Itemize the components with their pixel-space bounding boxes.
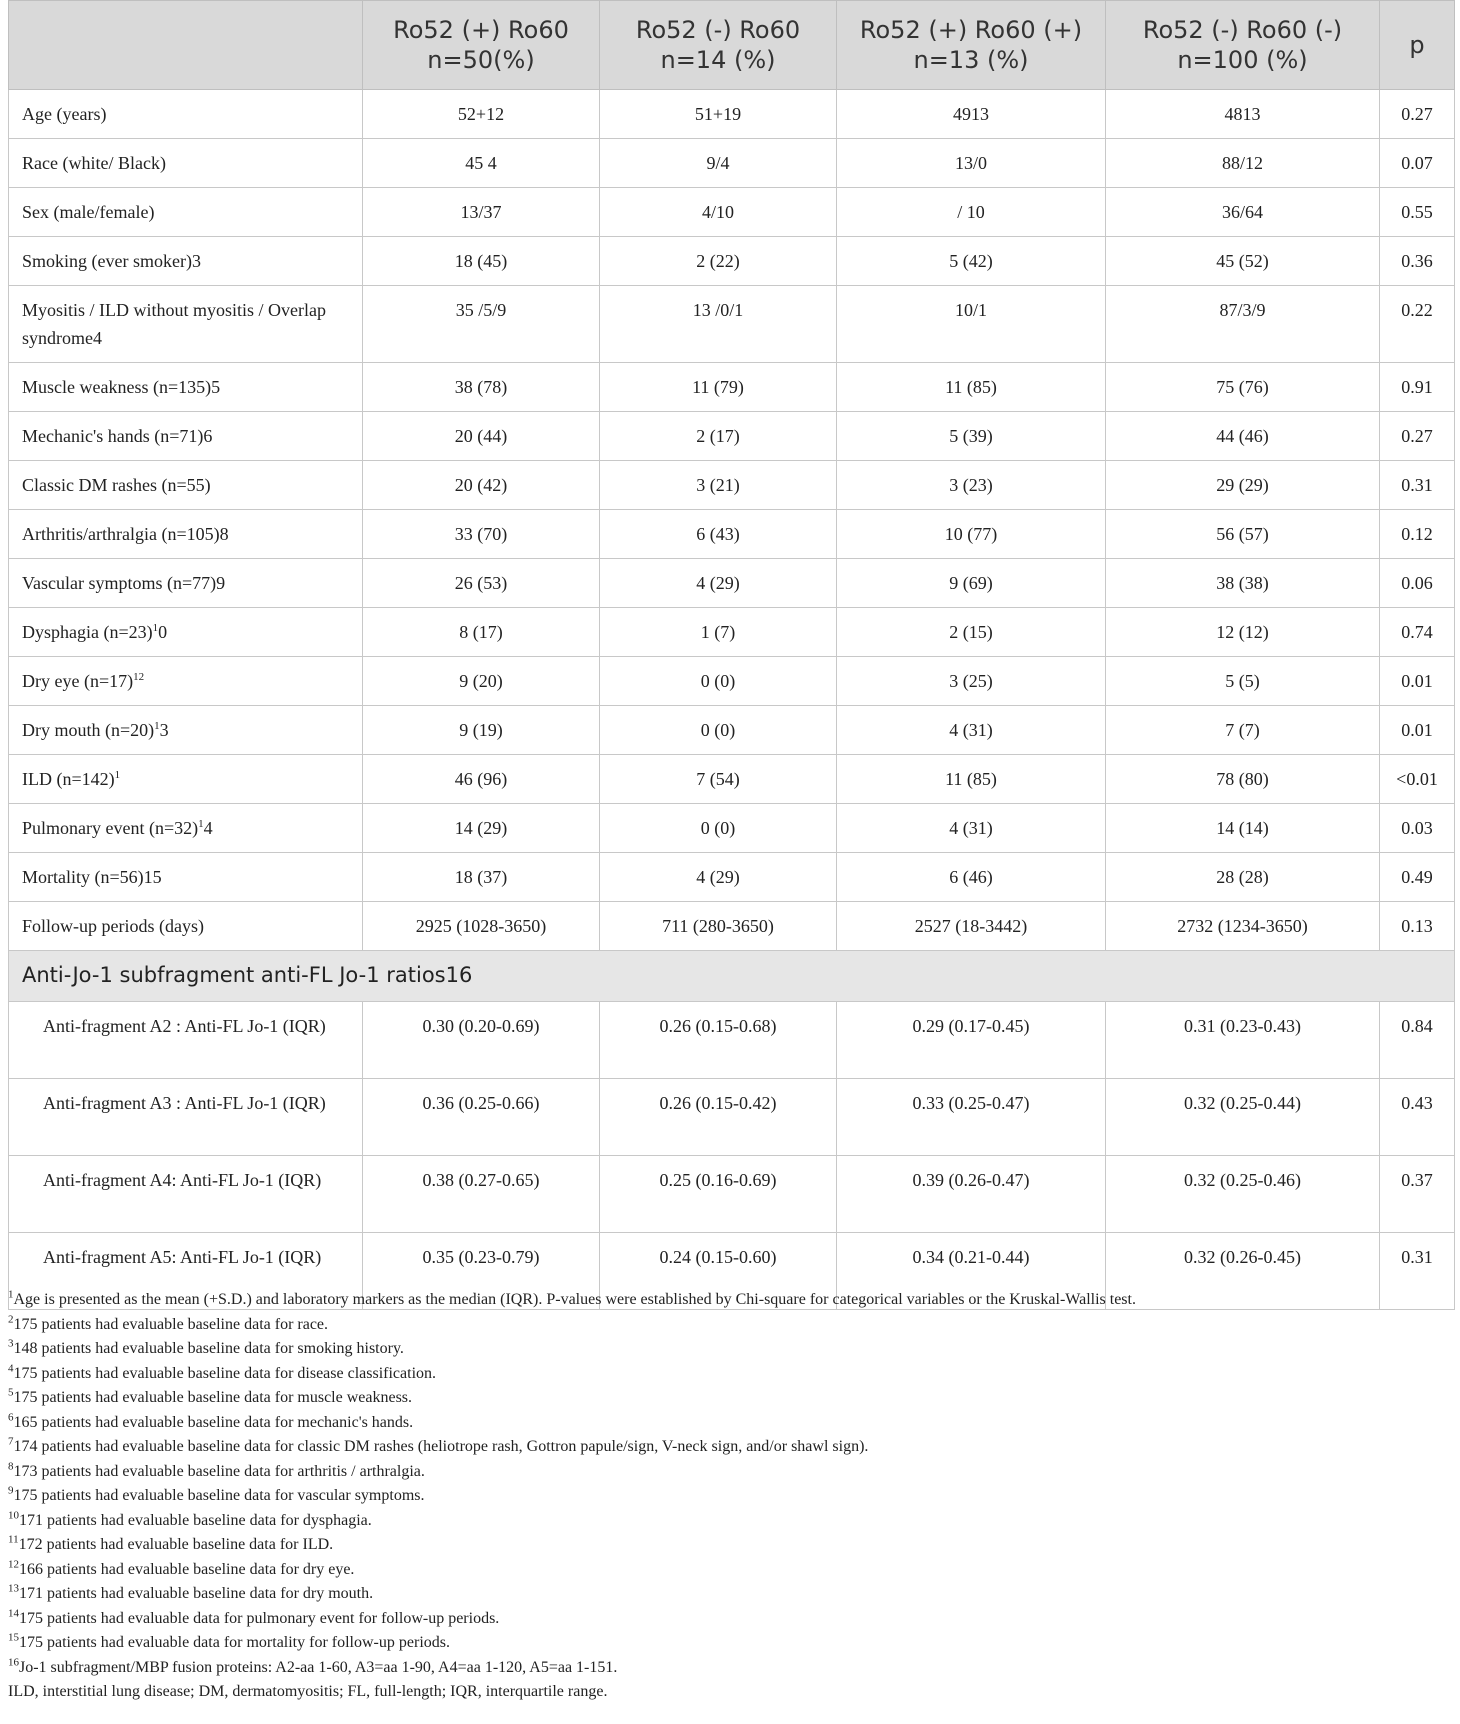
value-cell: 38 (78) bbox=[363, 363, 600, 412]
p-value-cell: 0.27 bbox=[1380, 412, 1455, 461]
value-cell: 4 (29) bbox=[600, 853, 837, 902]
table-row bbox=[9, 1079, 1455, 1156]
value-cell: 0.24 (0.15-0.60) bbox=[600, 1233, 837, 1310]
header-group-2: Ro52 (-) Ro60 n=14 (%) bbox=[600, 1, 837, 90]
footnote: $^3$148 patients had evaluable baseline data for smoking history. bbox=[8, 1337, 404, 1357]
footnote: $^7$174 patients had evaluable baseline data for classic DM rashes (heliotrope rash, Gottron papule/sign, V-neck sign, and/or shawl sign). bbox=[8, 1435, 869, 1455]
value-cell: 88/12 bbox=[1106, 139, 1380, 188]
footnote: ILD, interstitial lung disease; DM, dermatomyositis; FL, full-length; IQR, interquartile range. bbox=[8, 1683, 608, 1700]
row-label: Anti-fragment A4: Anti-FL Jo-1 (IQR) bbox=[9, 1156, 363, 1233]
table-row bbox=[9, 412, 1455, 461]
value-cell: 9/4 bbox=[600, 139, 837, 188]
p-value-cell: 0.36 bbox=[1380, 237, 1455, 286]
row-label: Age (years) bbox=[9, 90, 363, 139]
value-cell: 711 (280-3650) bbox=[600, 902, 837, 951]
p-value-cell: <0.01 bbox=[1380, 755, 1455, 804]
table-row bbox=[9, 657, 1455, 706]
value-cell: 0.29 (0.17-0.45) bbox=[837, 1002, 1106, 1079]
value-cell: 5 (5) bbox=[1106, 657, 1380, 706]
value-cell: 9 (20) bbox=[363, 657, 600, 706]
row-label: Sex (male/female) bbox=[9, 188, 363, 237]
p-value-cell: 0.37 bbox=[1380, 1156, 1455, 1233]
value-cell: 46 (96) bbox=[363, 755, 600, 804]
value-cell: 5 (39) bbox=[837, 412, 1106, 461]
table-body bbox=[9, 90, 1455, 1310]
row-label: Dry mouth (n=20)$^1$3 bbox=[9, 706, 363, 755]
value-cell: 0.33 (0.25-0.47) bbox=[837, 1079, 1106, 1156]
value-cell: 0.25 (0.16-0.69) bbox=[600, 1156, 837, 1233]
row-label: Arthritis/arthralgia (n=105)8 bbox=[9, 510, 363, 559]
value-cell: 14 (29) bbox=[363, 804, 600, 853]
footnote: $^{15}$175 patients had evaluable data for mortality for follow-up periods. bbox=[8, 1631, 450, 1651]
value-cell: 0 (0) bbox=[600, 657, 837, 706]
value-cell: 10/1 bbox=[837, 286, 1106, 363]
value-cell: 3 (21) bbox=[600, 461, 837, 510]
footnote: $^{16}$Jo-1 subfragment/MBP fusion proteins: A2-aa 1-60, A3=aa 1-90, A4=aa 1-120, A5=aa 1-151. bbox=[8, 1656, 618, 1676]
row-label: Follow-up periods (days) bbox=[9, 902, 363, 951]
p-value-cell: 0.27 bbox=[1380, 90, 1455, 139]
p-value-cell: 0.06 bbox=[1380, 559, 1455, 608]
value-cell: 4913 bbox=[837, 90, 1106, 139]
p-value-cell: 0.84 bbox=[1380, 1002, 1455, 1079]
table-row bbox=[9, 804, 1455, 853]
table-row bbox=[9, 139, 1455, 188]
footnote: $^{13}$171 patients had evaluable baseline data for dry mouth. bbox=[8, 1582, 374, 1602]
value-cell: 6 (46) bbox=[837, 853, 1106, 902]
table-container bbox=[8, 0, 1454, 1310]
p-value-cell: 0.03 bbox=[1380, 804, 1455, 853]
row-label: Pulmonary event (n=32)$^1$4 bbox=[9, 804, 363, 853]
row-label: Vascular symptoms (n=77)9 bbox=[9, 559, 363, 608]
value-cell: 9 (19) bbox=[363, 706, 600, 755]
footnote: $^8$173 patients had evaluable baseline data for arthritis / arthralgia. bbox=[8, 1460, 425, 1480]
table-row bbox=[9, 90, 1455, 139]
value-cell: 35 /5/9 bbox=[363, 286, 600, 363]
value-cell: 13/37 bbox=[363, 188, 600, 237]
value-cell: 0.30 (0.20-0.69) bbox=[363, 1002, 600, 1079]
value-cell: 0 (0) bbox=[600, 804, 837, 853]
value-cell: 0.26 (0.15-0.68) bbox=[600, 1002, 837, 1079]
value-cell: 4813 bbox=[1106, 90, 1380, 139]
value-cell: 0.38 (0.27-0.65) bbox=[363, 1156, 600, 1233]
section-header-row bbox=[9, 951, 1455, 1002]
p-value-cell: 0.91 bbox=[1380, 363, 1455, 412]
value-cell: 2732 (1234-3650) bbox=[1106, 902, 1380, 951]
table-row bbox=[9, 1156, 1455, 1233]
table-row bbox=[9, 188, 1455, 237]
p-value-cell: 0.31 bbox=[1380, 1233, 1455, 1310]
row-label: Dysphagia (n=23)$^1$0 bbox=[9, 608, 363, 657]
value-cell: 11 (85) bbox=[837, 755, 1106, 804]
data-table bbox=[8, 0, 1455, 1310]
row-label: Mortality (n=56)15 bbox=[9, 853, 363, 902]
value-cell: 13 /0/1 bbox=[600, 286, 837, 363]
value-cell: 1 (7) bbox=[600, 608, 837, 657]
table-row bbox=[9, 608, 1455, 657]
p-value-cell: 0.01 bbox=[1380, 657, 1455, 706]
value-cell: 29 (29) bbox=[1106, 461, 1380, 510]
value-cell: 56 (57) bbox=[1106, 510, 1380, 559]
table-row bbox=[9, 559, 1455, 608]
row-label: Classic DM rashes (n=55) bbox=[9, 461, 363, 510]
value-cell: 4 (29) bbox=[600, 559, 837, 608]
value-cell: 44 (46) bbox=[1106, 412, 1380, 461]
value-cell: 28 (28) bbox=[1106, 853, 1380, 902]
value-cell: 33 (70) bbox=[363, 510, 600, 559]
value-cell: 7 (54) bbox=[600, 755, 837, 804]
footnote: $^1$Age is presented as the mean (+S.D.) and laboratory markers as the median (IQR). P-values were established by Chi-square for categorical variables or the Kruskal-Wallis test. bbox=[8, 1288, 1136, 1308]
table-row bbox=[9, 510, 1455, 559]
value-cell: 20 (42) bbox=[363, 461, 600, 510]
value-cell: 4/10 bbox=[600, 188, 837, 237]
value-cell: 7 (7) bbox=[1106, 706, 1380, 755]
value-cell: 4 (31) bbox=[837, 804, 1106, 853]
value-cell: 45 (52) bbox=[1106, 237, 1380, 286]
p-value-cell: 0.55 bbox=[1380, 188, 1455, 237]
value-cell: 0.34 (0.21-0.44) bbox=[837, 1233, 1106, 1310]
table-row bbox=[9, 755, 1455, 804]
row-label: Anti-fragment A2 : Anti-FL Jo-1 (IQR) bbox=[9, 1002, 363, 1079]
value-cell: 0.32 (0.25-0.46) bbox=[1106, 1156, 1380, 1233]
value-cell: 26 (53) bbox=[363, 559, 600, 608]
footnote: $^{10}$171 patients had evaluable baseline data for dysphagia. bbox=[8, 1509, 372, 1529]
table-row bbox=[9, 286, 1455, 363]
header-group-4: Ro52 (-) Ro60 (-) n=100 (%) bbox=[1106, 1, 1380, 90]
section-title: Anti-Jo-1 subfragment anti-FL Jo-1 ratios16 bbox=[9, 951, 1455, 1002]
footnote: $^2$175 patients had evaluable baseline data for race. bbox=[8, 1313, 329, 1333]
value-cell: 18 (45) bbox=[363, 237, 600, 286]
value-cell: 6 (43) bbox=[600, 510, 837, 559]
footnote: $^6$165 patients had evaluable baseline data for mechanic's hands. bbox=[8, 1411, 414, 1431]
value-cell: 51+19 bbox=[600, 90, 837, 139]
value-cell: 0.32 (0.25-0.44) bbox=[1106, 1079, 1380, 1156]
table-row bbox=[9, 706, 1455, 755]
p-value-cell: 0.31 bbox=[1380, 461, 1455, 510]
p-value-cell: 0.43 bbox=[1380, 1079, 1455, 1156]
row-label: Race (white/ Black) bbox=[9, 139, 363, 188]
header-row bbox=[9, 1, 1455, 90]
row-label: Anti-fragment A5: Anti-FL Jo-1 (IQR) bbox=[9, 1233, 363, 1310]
row-label: Muscle weakness (n=135)5 bbox=[9, 363, 363, 412]
value-cell: 2 (17) bbox=[600, 412, 837, 461]
value-cell: 45 4 bbox=[363, 139, 600, 188]
table-row bbox=[9, 237, 1455, 286]
table-row bbox=[9, 902, 1455, 951]
value-cell: 3 (25) bbox=[837, 657, 1106, 706]
footnote: $^{14}$175 patients had evaluable data for pulmonary event for follow-up periods. bbox=[8, 1607, 500, 1627]
p-value-cell: 0.22 bbox=[1380, 286, 1455, 363]
footnote: $^5$175 patients had evaluable baseline data for muscle weakness. bbox=[8, 1386, 413, 1406]
p-value-cell: 0.07 bbox=[1380, 139, 1455, 188]
value-cell: 2 (15) bbox=[837, 608, 1106, 657]
p-value-cell: 0.74 bbox=[1380, 608, 1455, 657]
row-label: ILD (n=142)$^1$ bbox=[9, 755, 363, 804]
value-cell: 20 (44) bbox=[363, 412, 600, 461]
value-cell: 13/0 bbox=[837, 139, 1106, 188]
table-row bbox=[9, 363, 1455, 412]
value-cell: 11 (79) bbox=[600, 363, 837, 412]
table-row bbox=[9, 853, 1455, 902]
footnote: $^{12}$166 patients had evaluable baseline data for dry eye. bbox=[8, 1558, 355, 1578]
footnotes bbox=[8, 1288, 1454, 1705]
value-cell: 11 (85) bbox=[837, 363, 1106, 412]
value-cell: 8 (17) bbox=[363, 608, 600, 657]
value-cell: 0.32 (0.26-0.45) bbox=[1106, 1233, 1380, 1310]
value-cell: 52+12 bbox=[363, 90, 600, 139]
value-cell: 10 (77) bbox=[837, 510, 1106, 559]
row-label: Anti-fragment A3 : Anti-FL Jo-1 (IQR) bbox=[9, 1079, 363, 1156]
value-cell: 0.35 (0.23-0.79) bbox=[363, 1233, 600, 1310]
table-row bbox=[9, 461, 1455, 510]
value-cell: 0 (0) bbox=[600, 706, 837, 755]
value-cell: 2 (22) bbox=[600, 237, 837, 286]
value-cell: 0.31 (0.23-0.43) bbox=[1106, 1002, 1380, 1079]
value-cell: 0.26 (0.15-0.42) bbox=[600, 1079, 837, 1156]
value-cell: 4 (31) bbox=[837, 706, 1106, 755]
value-cell: 36/64 bbox=[1106, 188, 1380, 237]
value-cell: 87/3/9 bbox=[1106, 286, 1380, 363]
table-row bbox=[9, 1002, 1455, 1079]
row-label: Smoking (ever smoker)3 bbox=[9, 237, 363, 286]
header-p: p bbox=[1380, 1, 1455, 90]
row-label: Mechanic's hands (n=71)6 bbox=[9, 412, 363, 461]
value-cell: 78 (80) bbox=[1106, 755, 1380, 804]
value-cell: 14 (14) bbox=[1106, 804, 1380, 853]
p-value-cell: 0.01 bbox=[1380, 706, 1455, 755]
p-value-cell: 0.49 bbox=[1380, 853, 1455, 902]
footnote: $^{11}$172 patients had evaluable baseline data for ILD. bbox=[8, 1533, 334, 1553]
header-empty bbox=[9, 1, 363, 90]
value-cell: 2925 (1028-3650) bbox=[363, 902, 600, 951]
value-cell: 3 (23) bbox=[837, 461, 1106, 510]
value-cell: 0.36 (0.25-0.66) bbox=[363, 1079, 600, 1156]
footnote: $^9$175 patients had evaluable baseline data for vascular symptoms. bbox=[8, 1484, 425, 1504]
value-cell: / 10 bbox=[837, 188, 1106, 237]
value-cell: 5 (42) bbox=[837, 237, 1106, 286]
value-cell: 2527 (18-3442) bbox=[837, 902, 1106, 951]
value-cell: 9 (69) bbox=[837, 559, 1106, 608]
header-group-1: Ro52 (+) Ro60 n=50(%) bbox=[363, 1, 600, 90]
value-cell: 38 (38) bbox=[1106, 559, 1380, 608]
value-cell: 12 (12) bbox=[1106, 608, 1380, 657]
value-cell: 18 (37) bbox=[363, 853, 600, 902]
p-value-cell: 0.13 bbox=[1380, 902, 1455, 951]
value-cell: 75 (76) bbox=[1106, 363, 1380, 412]
header-group-3: Ro52 (+) Ro60 (+) n=13 (%) bbox=[837, 1, 1106, 90]
row-label: Dry eye (n=17)$^{12}$ bbox=[9, 657, 363, 706]
p-value-cell: 0.12 bbox=[1380, 510, 1455, 559]
value-cell: 0.39 (0.26-0.47) bbox=[837, 1156, 1106, 1233]
row-label: Myositis / ILD without myositis / Overlap syndrome4 bbox=[9, 286, 363, 363]
footnote: $^4$175 patients had evaluable baseline data for disease classification. bbox=[8, 1362, 437, 1382]
